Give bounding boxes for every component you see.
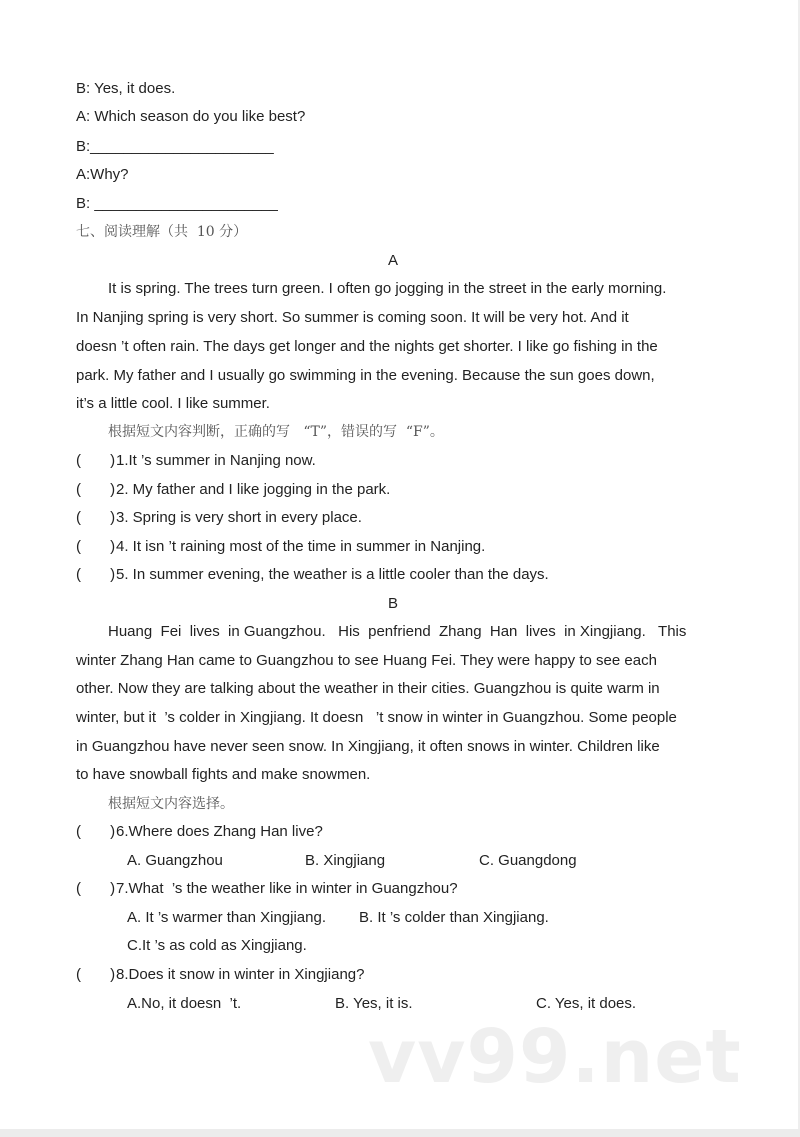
question: 6.Where does Zhang Han live?: [116, 823, 323, 840]
answer-blank[interactable]: B: ______________________: [76, 195, 278, 212]
option: A. It ’s warmer than Xingjiang.: [127, 909, 326, 926]
answer-paren[interactable]: ( ): [76, 481, 116, 498]
answer-paren[interactable]: ( ): [76, 880, 116, 897]
page-bottom-margin: [0, 1129, 800, 1137]
question: 4. It isn ’t raining most of the time in summer in Nanjing.: [116, 538, 486, 555]
option: B. Xingjiang: [305, 852, 386, 869]
dialogue-line: A: Which season do you like best?: [76, 108, 306, 125]
passage-line: winter, but it ’s colder in Xingjiang. It doesn ’t snow in winter in Guangzhou. Some people: [76, 709, 677, 726]
passage-line: it’s a little cool. I like summer.: [76, 395, 270, 412]
question: 3. Spring is very short in every place.: [116, 509, 362, 526]
question: 5. In summer evening, the weather is a little cooler than the days.: [116, 566, 549, 583]
option: B. Yes, it is.: [335, 995, 413, 1012]
question: 7.What ’s the weather like in winter in Guangzhou?: [116, 880, 458, 897]
section-title: 七、阅读理解（共 10 分）: [76, 224, 248, 240]
answer-paren[interactable]: ( ): [76, 452, 116, 469]
passage-line: other. Now they are talking about the weather in their cities. Guangzhou is quite warm in: [76, 680, 660, 697]
option: C. Guangdong: [479, 852, 577, 869]
option: B. It ’s colder than Xingjiang.: [359, 909, 549, 926]
passage-a-label: A: [387, 252, 398, 269]
option: A.No, it doesn ’t.: [127, 995, 242, 1012]
passage-line: park. My father and I usually go swimming in the evening. Because the sun goes down,: [76, 367, 655, 384]
answer-paren[interactable]: ( ): [76, 566, 116, 583]
passage-line: It is spring. The trees turn green. I often go jogging in the street in the early morning.: [108, 280, 667, 297]
option: C. Yes, it does.: [536, 995, 637, 1012]
answer-paren[interactable]: ( ): [76, 823, 116, 840]
instruction: 根据短文内容选择。: [108, 796, 234, 812]
option: A. Guangzhou: [127, 852, 223, 869]
passage-line: doesn ’t often rain. The days get longer and the nights get shorter. I like go fishing in the: [76, 338, 658, 355]
passage-line: Huang Fei lives in Guangzhou. His penfriend Zhang Han lives in Xingjiang. This: [108, 623, 687, 640]
passage-line: In Nanjing spring is very short. So summer is coming soon. It will be very hot. And it: [76, 309, 629, 326]
option: C.It ’s as cold as Xingjiang.: [127, 937, 307, 954]
answer-blank[interactable]: B:______________________: [76, 138, 274, 155]
watermark: vv99.net: [368, 1014, 742, 1100]
question: 8.Does it snow in winter in Xingjiang?: [116, 966, 365, 983]
dialogue-line: B: Yes, it does.: [76, 80, 176, 97]
passage-line: winter Zhang Han came to Guangzhou to see Huang Fei. They were happy to see each: [76, 652, 657, 669]
passage-b-label: B: [387, 595, 398, 612]
dialogue-line: A:Why?: [76, 166, 129, 183]
answer-paren[interactable]: ( ): [76, 538, 116, 555]
question: 1.It ’s summer in Nanjing now.: [116, 452, 316, 469]
passage-line: in Guangzhou have never seen snow. In Xingjiang, it often snows in winter. Children like: [76, 738, 660, 755]
question: 2. My father and I like jogging in the park.: [116, 481, 391, 498]
passage-line: to have snowball fights and make snowmen.: [76, 766, 371, 783]
answer-paren[interactable]: ( ): [76, 966, 116, 983]
instruction: 根据短文内容判断，正确的写 “T”，错误的写 “F”。: [108, 424, 444, 440]
answer-paren[interactable]: ( ): [76, 509, 116, 526]
